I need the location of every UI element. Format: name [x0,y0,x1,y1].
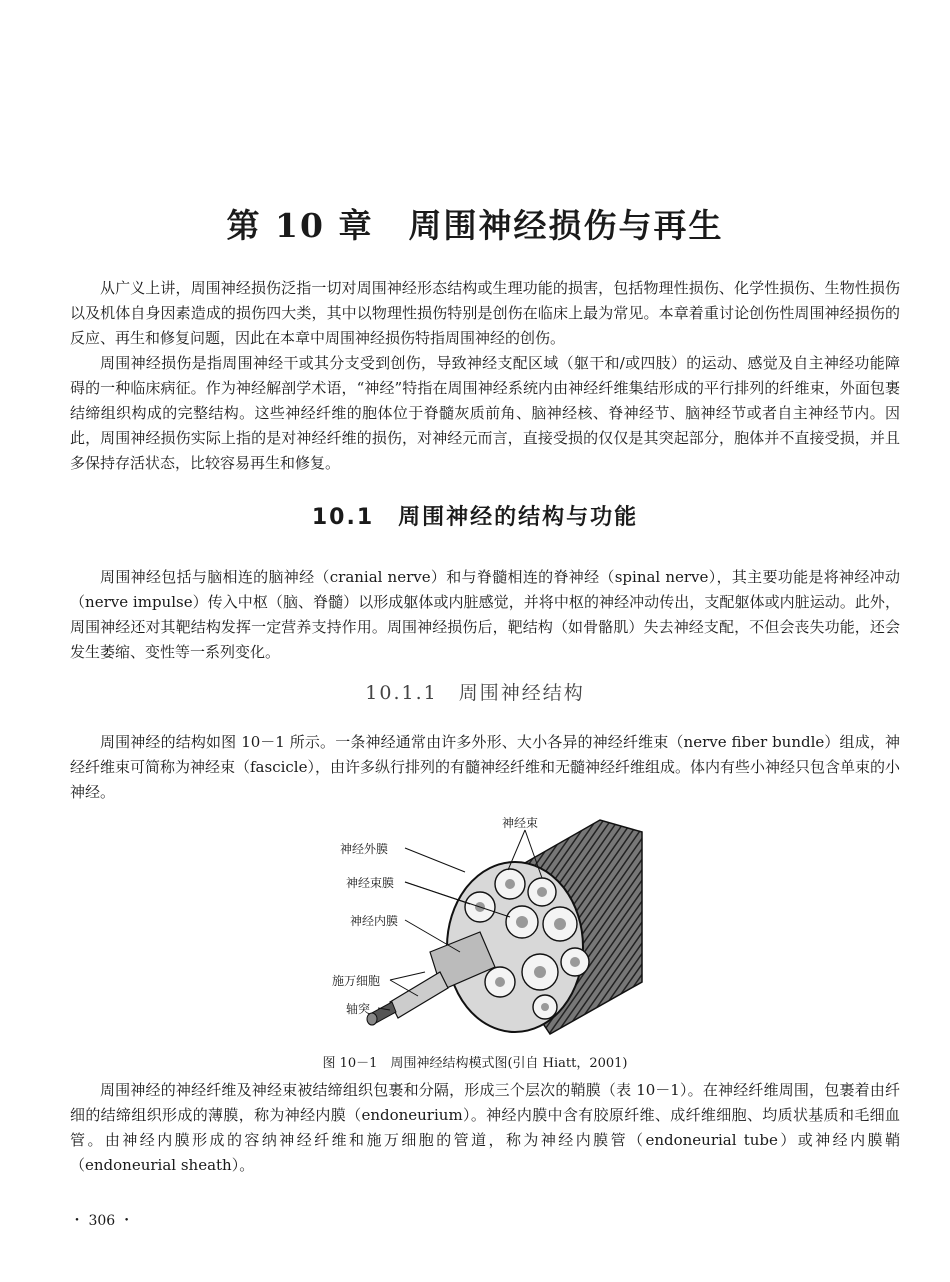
label-epineurium: 神经外膜 [340,842,389,856]
figure-caption: 图 10－1 周围神经结构模式图(引自 Hiatt，2001) [322,1056,628,1071]
label-perineurium: 神经束膜 [346,876,395,890]
subsection-title: 10.1.1 周围神经结构 [365,682,585,704]
section-paragraph-1: 周围神经包括与脑相连的脑神经（cranial nerve）和与脊髓相连的脊神经（spinal nerve），其主要功能是将神经冲动（nerve impulse）传入中枢（脑、脊髓）以形成躯体或内脏感觉，并将中枢的神经冲动传出，支配躯体或内脏运动。此外，周围神经还对其靶结构发挥一定营养支持作用。周围神经损伤后，靶结构（如骨骼肌）失去神经支配，不但会丧失功能，还会发生萎缩、变性等一系列变化。 [70,568,900,661]
label-axon: 轴突 [346,1002,371,1016]
subsection-paragraph-1: 周围神经的结构如图 10－1 所示。一条神经通常由许多外形、大小各异的神经纤维束（nerve fiber bundle）组成，神经纤维束可简称为神经束（fascicle），由许多纵行排列的有髓神经纤维和无髓神经纤维组成。体内有些小神经只包含单束的小神经。 [70,733,900,801]
intro-paragraph-2: 周围神经损伤是指周围神经干或其分支受到创伤，导致神经支配区域（躯干和/或四肢）的运动、感觉及自主神经功能障碍的一种临床病征。作为神经解剖学术语，“神经”特指在周围神经系统内由神经纤维集结形成的平行排列的纤维束，外面包裹结缔组织构成的完整结构。这些神经纤维的胞体位于脊髓灰质前角、脑神经核、脊神经节、脑神经节或者自主神经节内。因此，周围神经损伤实际上指的是对神经纤维的损伤，对神经元而言，直接受损的仅仅是其突起部分，胞体并不直接受损，并且多保持存活状态，比较容易再生和修复。 [70,354,900,472]
label-schwann-cell: 施万细胞 [332,974,381,988]
chapter-title: 第 10 章 周围神经损伤与再生 [226,206,724,245]
nerve-structure-figure [330,812,650,1048]
label-endoneurium: 神经内膜 [350,914,399,928]
page-number: ・ 306 ・ [70,1213,134,1229]
section-title: 10.1 周围神经的结构与功能 [311,505,639,530]
subsection-paragraph-2: 周围神经的神经纤维及神经束被结缔组织包裹和分隔，形成三个层次的鞘膜（表 10－1）。在神经纤维周围，包裹着由纤细的结缔组织形成的薄膜，称为神经内膜（endoneurium）。神经内膜中含有胶原纤维、成纤维细胞、均质状基质和毛细血管。由神经内膜形成的容纳神经纤维和施万细胞的管道，称为神经内膜管（endoneurial tube）或神经内膜鞘（endoneurial sheath）。 [70,1081,900,1174]
label-fascicle: 神经束 [502,816,539,830]
intro-paragraph-1: 从广义上讲，周围神经损伤泛指一切对周围神经形态结构或生理功能的损害，包括物理性损伤、化学性损伤、生物性损伤以及机体自身因素造成的损伤四大类，其中以物理性损伤特别是创伤在临床上最为常见。本章着重讨论创伤性周围神经损伤的反应、再生和修复问题，因此在本章中周围神经损伤特指周围神经的创伤。 [70,279,900,347]
